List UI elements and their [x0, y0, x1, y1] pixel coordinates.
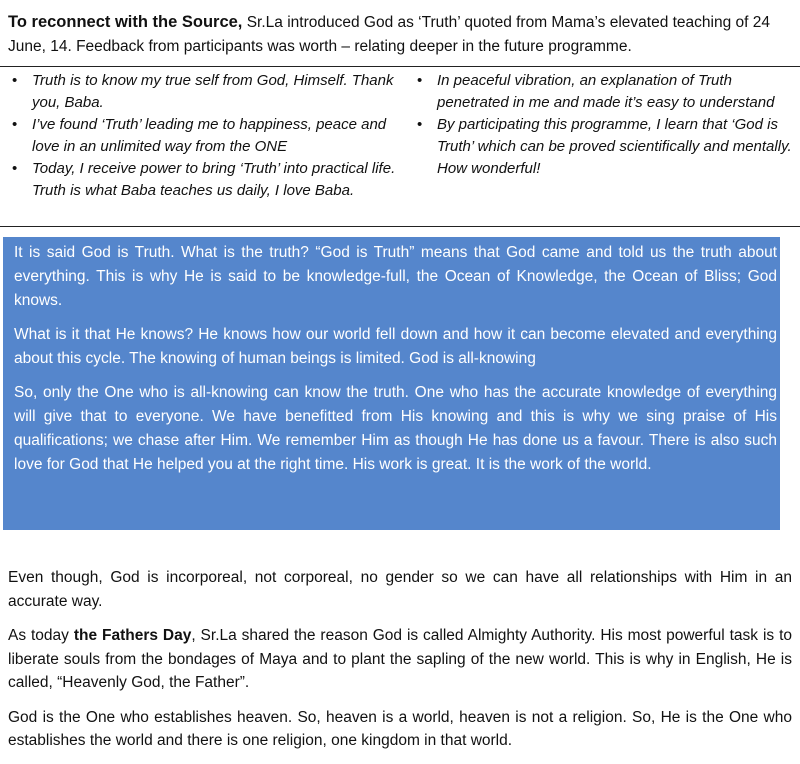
feedback-item: • In peaceful vibration, an explanation of Truth penetrated in me and made it’s easy to understand — [417, 72, 775, 111]
fathers-day-bold: the Fathers Day — [73, 627, 192, 644]
bullet-icon: • — [417, 72, 423, 89]
body-paragraph: Even though, God is incorporeal, not corporeal, no gender so we can have all relationships with Him in an accurate way. — [8, 569, 792, 610]
bottom-divider — [0, 226, 800, 227]
highlight-box — [3, 237, 780, 530]
body-paragraph: As today the Fathers Day, Sr.La shared the reason God is called Almighty Authority. His most powerful task is to liberate souls from the bondages of Maya and to plant the sapling of the new world. This is why in English, He is called, “Heavenly God, the Father”. — [8, 627, 792, 691]
bullet-icon: • — [12, 72, 18, 89]
highlight-paragraph: So, only the One who is all-knowing can know the truth. One who has the accurate knowledge of everything will give that to everyone. We have benefitted from His knowing and this is why we sing praise of His qualifications; we chase after Him. We remember Him as though He has done us a favour. There is also such love for God that He helped you at the right time. His work is great. It is the work of the world. — [14, 384, 777, 473]
feedback-left-column — [8, 70, 398, 202]
bullet-icon: • — [417, 116, 423, 133]
highlight-paragraph: It is said God is Truth. What is the truth? “God is Truth” means that God came and told us the truth about everything. This is why He is said to be knowledge-full, the Ocean of Knowledge, the Ocean of Bliss; God knows. — [14, 244, 777, 309]
body-text — [8, 566, 792, 764]
intro-lead: To reconnect with the Source, — [8, 13, 243, 31]
feedback-item: • Today, I receive power to bring ‘Truth’ into practical life. Truth is what Baba teaches us daily, I love Baba. — [12, 160, 396, 199]
highlight-paragraph: What is it that He knows? He knows how our world fell down and how it can become elevated and everything about this cycle. The knowing of human beings is limited. God is all-knowing — [14, 326, 777, 367]
intro-text: Sr.La introduced God as ‘Truth’ quoted from Mama’s elevated teaching of 24 June, 14. Feedback from participants was worth – relating deeper in the future programme. — [8, 14, 770, 55]
intro-paragraph — [8, 10, 792, 59]
body-paragraph: God is the One who establishes heaven. So, heaven is a world, heaven is not a religion. So, He is the One who establishes the world and there is one religion, one kingdom in that world. — [8, 708, 792, 749]
feedback-item: • I’ve found ‘Truth’ leading me to happiness, peace and love in an unlimited way from the ONE — [12, 116, 387, 155]
feedback-item: • Truth is to know my true self from God, Himself. Thank you, Baba. — [12, 72, 394, 111]
bullet-icon: • — [12, 116, 18, 133]
top-divider — [0, 66, 800, 67]
feedback-item: • By participating this programme, I learn that ‘God is Truth’ which can be proved scientifically and mentally. How wonderful! — [417, 116, 792, 177]
feedback-right-column — [413, 70, 793, 180]
bullet-icon: • — [12, 160, 18, 177]
